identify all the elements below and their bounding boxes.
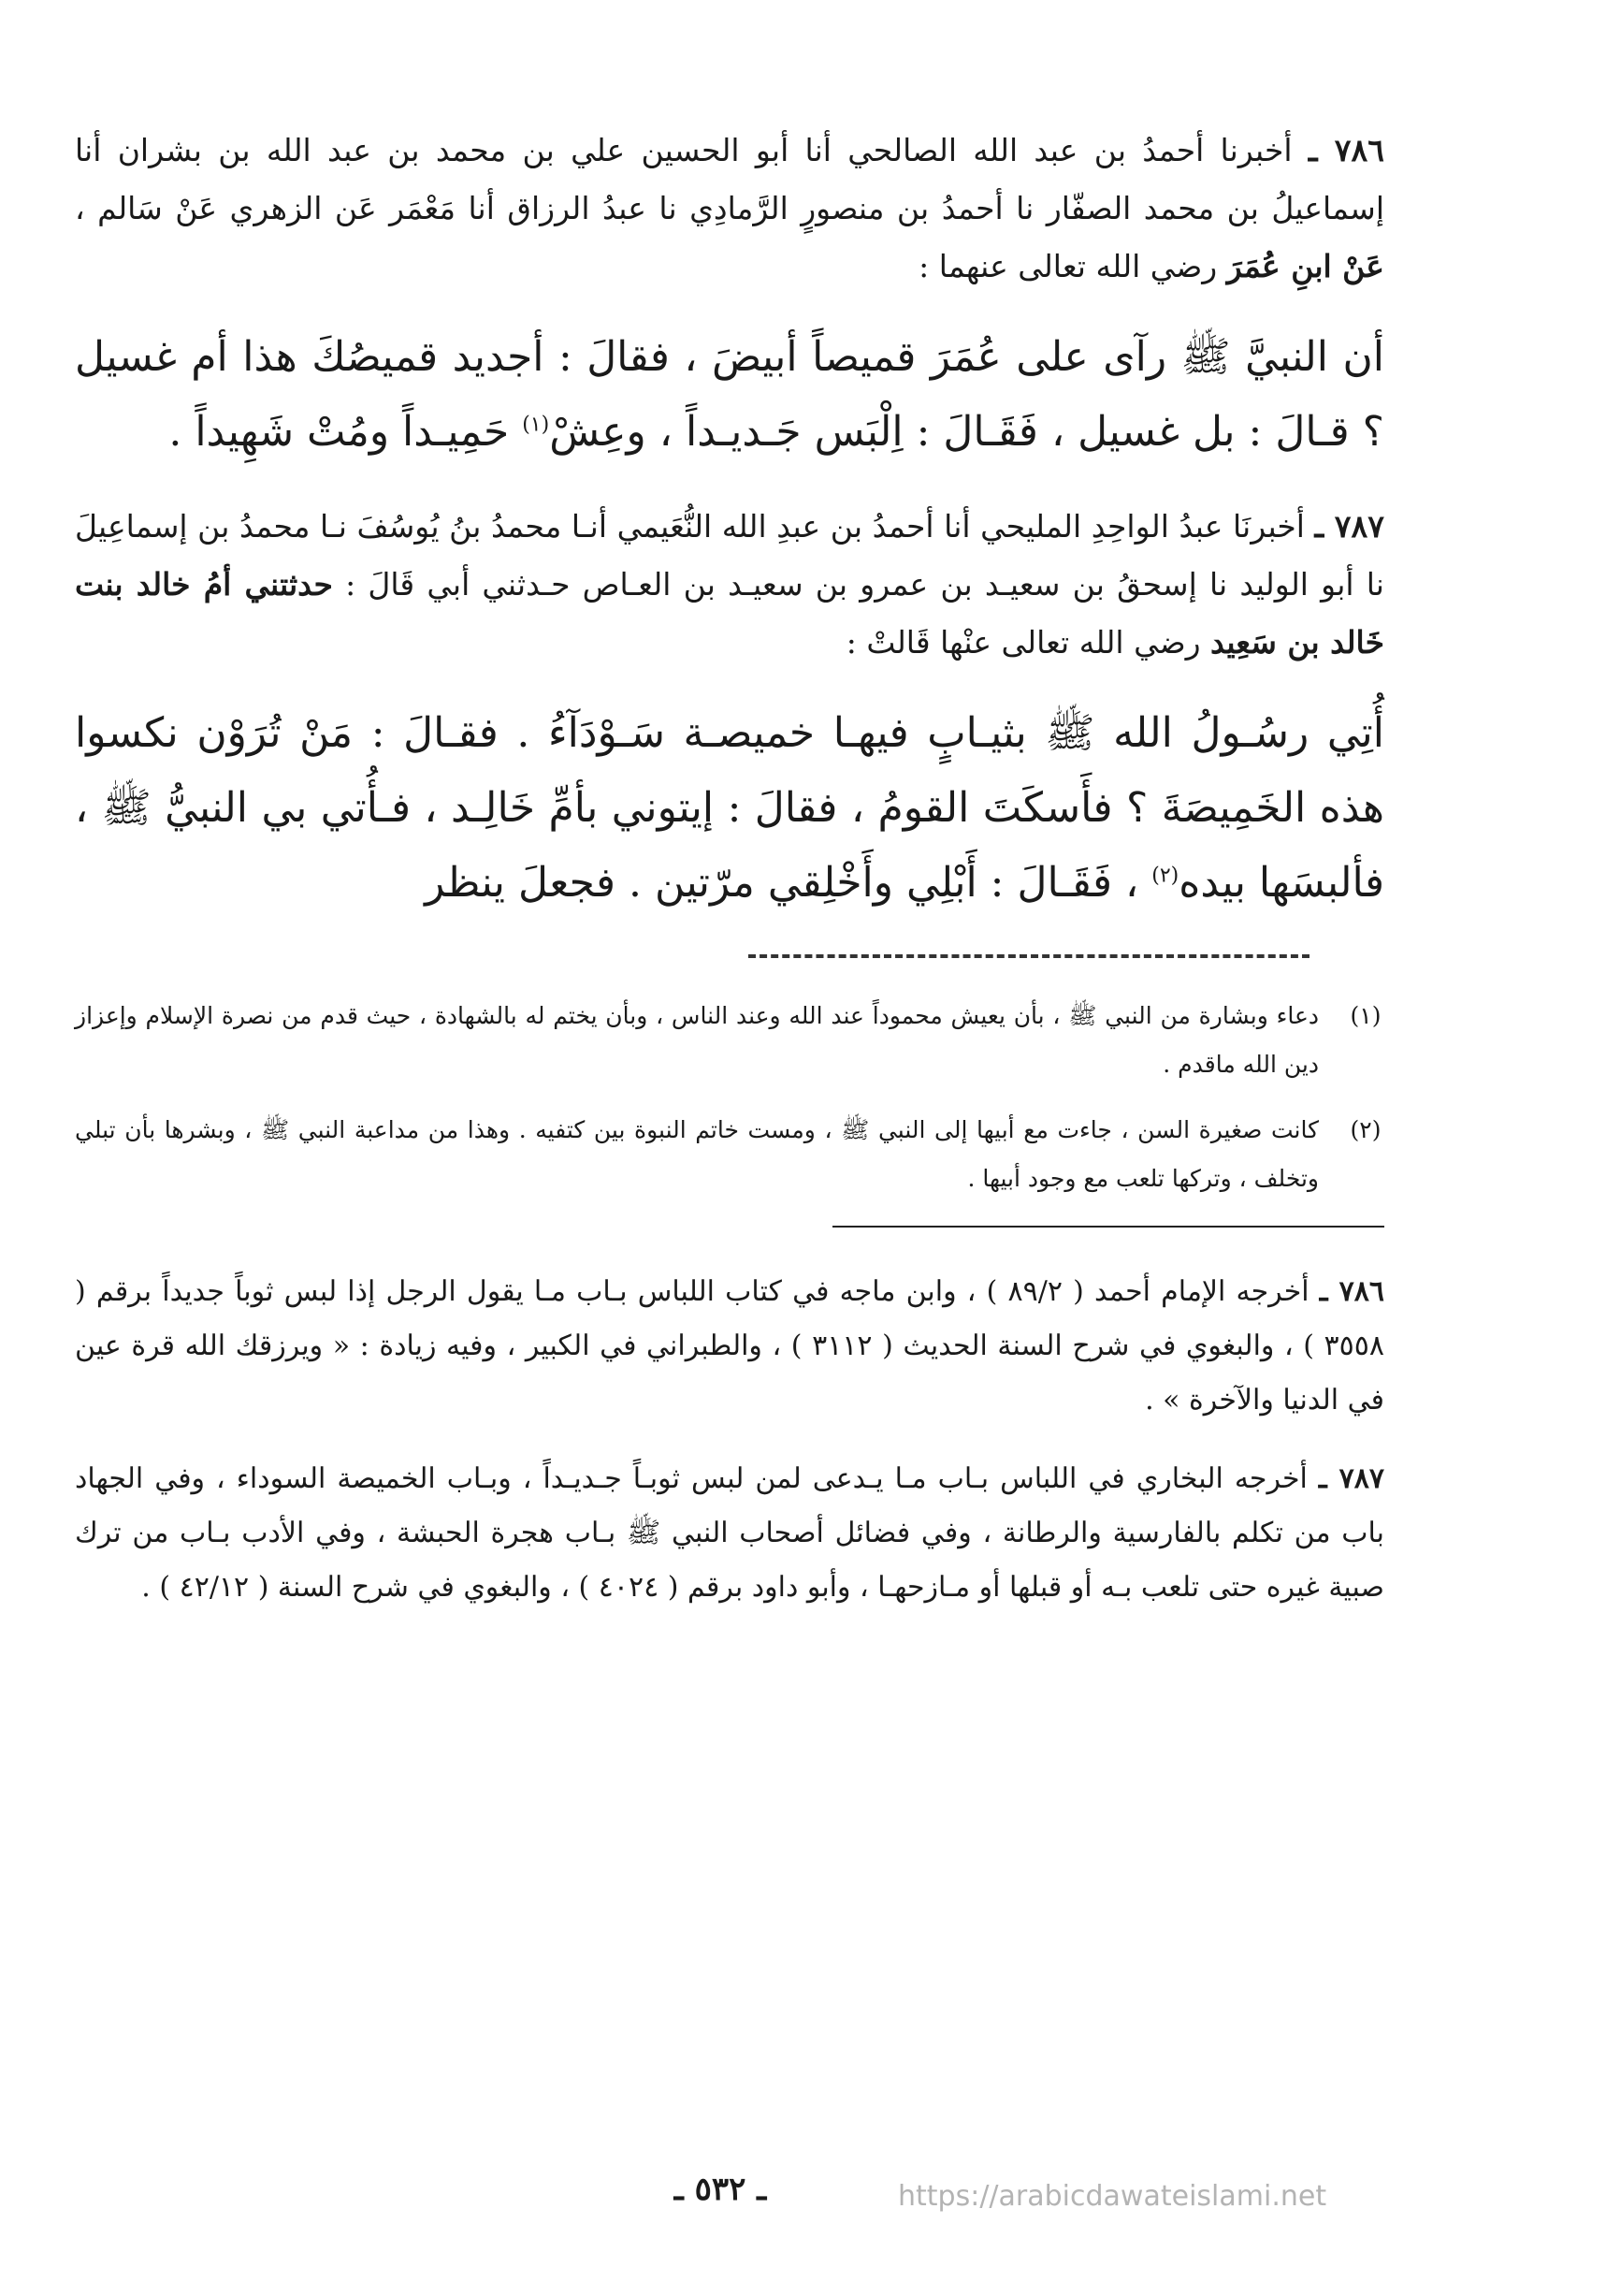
footnote-1 <box>75 992 1384 1089</box>
takhrij-number: ٧٨٧ ـ <box>1318 1462 1384 1495</box>
matn-end: ، فَقَـالَ : أَبْلِي وأَخْلِقي مرّتين . فجعلَ ينظر <box>425 859 1139 907</box>
matn-end: حَمِيـداً ومُتْ شَهِيداً . <box>168 408 510 456</box>
hadith-786-matn <box>75 320 1384 470</box>
takhrij-separator <box>832 1226 1384 1228</box>
narrator-name: حدثتني أمُ خالد بنت خَالد بن سَعِيد <box>75 566 1384 661</box>
continuation-separator <box>748 954 1309 958</box>
isnad-text: أخبرنَا عبدُ الواحِدِ المليحي أنا أحمدُ بن عبدِ الله النُّعَيمي أنـا محمدُ بنُ يُوسُفَ نـا محمدُ بن إسماعِيلَ نا أبو الوليد نا إسحقُ بن سعيـد بن عمرو بن سعيـد بن العـاص حـدثني أبي قَالَ : <box>75 508 1384 603</box>
footnote-marker[interactable]: (١) <box>522 413 550 437</box>
matn-text: أن النبيَّ ﷺ رآى على عُمَرَ قميصاً أبيضَ ، فقالَ : أجديد قميصُكَ هذا أم غسيل ؟ قـالَ : بل غسيل ، فَقَـالَ : اِلْبَس جَـديـداً ، وعِشْ <box>75 333 1384 456</box>
watermark-url: https://arabicdawateislami.net <box>898 2180 1327 2213</box>
footnote-number: (١) <box>1350 1002 1382 1029</box>
hadith-number: ٧٨٦ ـ <box>1308 132 1384 168</box>
takhrij-number: ٧٨٦ ـ <box>1319 1275 1384 1308</box>
page-number: ـ ٥٣٢ ـ <box>673 2171 767 2208</box>
narrator-name: عَنْ ابنِ عُمَرَ <box>1226 248 1384 284</box>
takhrij-text: أخرجه البخاري في اللباس بـاب مـا يـدعى لمن لبس ثوبـاً جـديـداً ، وبـاب الخميصة السوداء ، وفي الجهاد باب من تكلم بالفارسية والرطانة ، وفي فضائل أصحاب النبي ﷺ بـاب هجرة الحبشة ، وفي الأدب بـاب من ترك صبية غيره حتى تلعب بـه أو قبلها أو مـازحهـا ، وأبو داود برقم ( ٤٠٢٤ ) ، والبغوي في شرح السنة ( ٤٢/١٢ ) . <box>75 1462 1384 1604</box>
footnote-number: (٢) <box>1350 1116 1382 1143</box>
hadith-786-isnad <box>75 122 1384 296</box>
matn-text: أُتِي رسُـولُ الله ﷺ بثيـابٍ فيهـا خميصـة سَـوْدَآءُ . فقـالَ : مَنْ تُرَوْن نكسوا هذه الخَمِيصَةَ ؟ فأَسكَتَ القومُ ، فقالَ : إيتوني بأمِّ خَالِـد ، فـأُتي بي النبيُّ ﷺ ، فألبسَها بيده <box>75 709 1384 907</box>
isnad-text: أخبرنا أحمدُ بن عبد الله الصالحي أنا أبو الحسين علي بن محمد بن عبد الله بن بشران أنا إسماعيلُ بن محمد الصفّار نا أحمدُ بن منصورٍ الرَّمادِي نا عبدُ الرزاق أنا مَعْمَر عَن الزهري عَنْ سَالم ، <box>75 132 1384 226</box>
hadith-787-matn <box>75 696 1384 921</box>
takhrij-787 <box>75 1452 1384 1615</box>
hadith-787-isnad <box>75 498 1384 672</box>
footnote-2 <box>75 1106 1384 1203</box>
footnote-text: دعاء وبشارة من النبي ﷺ ، بأن يعيش محموداً عند الله وعند الناس ، وبأن يختم له بالشهادة ، حيث قدم من نصرة الإسلام وإعزاز دين الله ماقدم . <box>75 1002 1319 1078</box>
continuation-separator-wrap <box>75 949 1309 992</box>
isnad-end: رضي الله تعالى عنْها قَالتْ : <box>846 624 1201 661</box>
footnote-marker[interactable]: (٢) <box>1151 864 1179 888</box>
hadith-number: ٧٨٧ ـ <box>1314 508 1384 545</box>
takhrij-text: أخرجه الإمام أحمد ( ٨٩/٢ ) ، وابن ماجه في كتاب اللباس بـاب مـا يقول الرجل إذا لبس ثوباً جديداً برقم ( ٣٥٥٨ ) ، والبغوي في شرح السنة الحديث ( ٣١١٢ ) ، والطبراني في الكبير ، وفيه زيادة : « ويرزقك الله قرة عين في الدنيا والآخرة » . <box>75 1275 1384 1417</box>
isnad-end: رضي الله تعالى عنهما : <box>919 248 1218 284</box>
takhrij-786 <box>75 1265 1384 1428</box>
page-body <box>75 122 1384 1639</box>
footnote-text: كانت صغيرة السن ، جاءت مع أبيها إلى النبي ﷺ ، ومست خاتم النبوة بين كتفيه . وهذا من مداعبة النبي ﷺ ، وبشرها بأن تبلي وتخلف ، وتركها تلعب مع وجود أبيها . <box>75 1116 1319 1192</box>
